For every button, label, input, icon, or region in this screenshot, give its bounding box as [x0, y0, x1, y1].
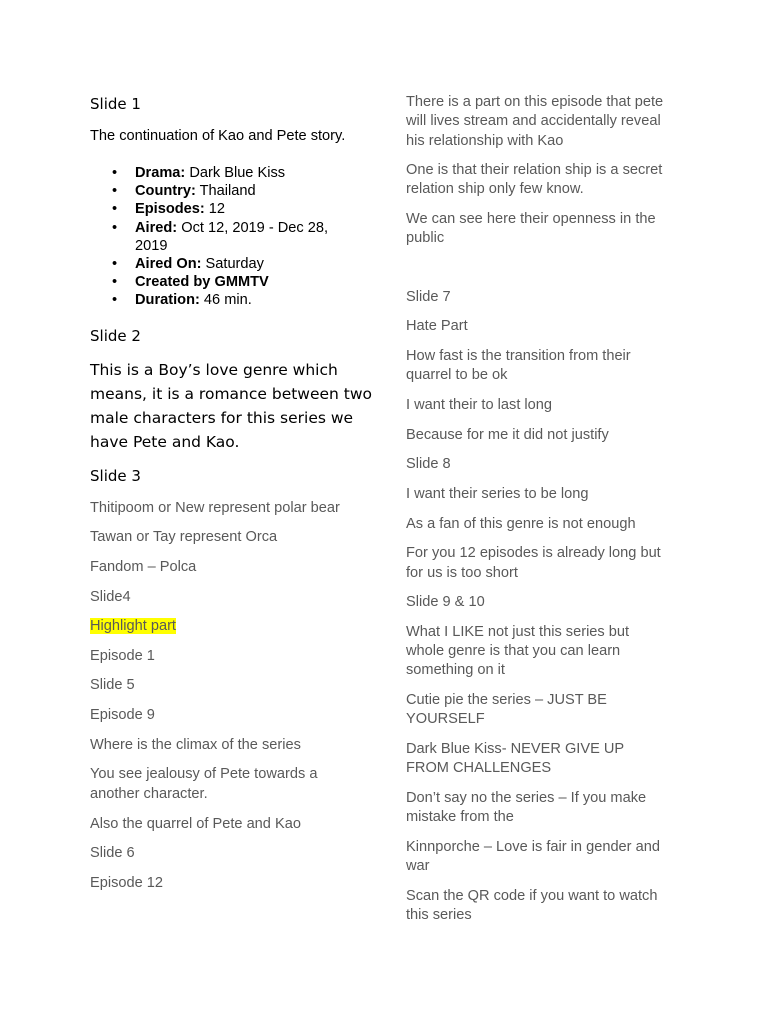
paragraph-line: Scan the QR code if you want to watch [406, 888, 658, 904]
paragraph-line: There is a part on this episode that pete [406, 94, 664, 110]
list-item: • Episodes: 12 [90, 200, 328, 218]
paragraph-line: I want their series to be long [406, 486, 589, 502]
paragraph-line: Dark Blue Kiss- NEVER GIVE UP [406, 741, 625, 757]
paragraph-line: quarrel to be ok [406, 367, 508, 383]
paragraph-line: Don’t say no the series – If you make [406, 790, 647, 806]
highlighted-text: Highlight part [90, 618, 176, 634]
list-item: • Drama: Dark Blue Kiss [90, 164, 328, 182]
paragraph-line: public [406, 230, 445, 246]
paragraph-line: mistake from the [406, 809, 514, 825]
paragraph-line: As a fan of this genre is not enough [406, 516, 636, 532]
paragraph-line: war [406, 858, 430, 874]
paragraph-line: Slide 7 [406, 289, 451, 305]
paragraph-line: means, it is a romance between two [90, 385, 373, 403]
paragraph-line: Episode 12 [90, 875, 164, 891]
paragraph-line: Kinnporche – Love is fair in gender and [406, 839, 660, 855]
paragraph-line: Also the quarrel of Pete and Kao [90, 816, 301, 832]
paragraph-line: will lives stream and accidentally reveal [406, 113, 661, 129]
paragraph-line: male characters for this series we [90, 409, 354, 427]
paragraph-line: Slide 5 [90, 677, 135, 693]
drama-facts-list [90, 164, 328, 310]
slide-heading: Slide 3 [90, 467, 141, 485]
paragraph-line: for us is too short [406, 565, 518, 581]
list-item: • Aired On: Saturday [90, 255, 328, 273]
list-item: • Created by GMMTV [90, 273, 328, 291]
paragraph-line: this series [406, 907, 472, 923]
paragraph-line: This is a Boy’s love genre which [90, 361, 338, 379]
list-item: • Duration: 46 min. [90, 291, 328, 309]
paragraph-line: FROM CHALLENGES [406, 760, 552, 776]
paragraph-line: Slide 8 [406, 456, 451, 472]
paragraph-line: One is that their relation ship is a secret [406, 162, 663, 178]
paragraph-line: You see jealousy of Pete towards a [90, 766, 318, 782]
paragraph-line: I want their to last long [406, 397, 553, 413]
paragraph-line: Because for me it did not justify [406, 427, 609, 443]
paragraph-line: whole genre is that you can learn [406, 643, 621, 659]
paragraph-line: YOURSELF [406, 711, 485, 727]
paragraph-line: another character. [90, 786, 208, 802]
paragraph-line: Fandom – Polca [90, 559, 197, 575]
paragraph-line: We can see here their openness in the [406, 211, 656, 227]
paragraph-line: Slide 9 & 10 [406, 594, 485, 610]
paragraph-line: Tawan or Tay represent Orca [90, 529, 278, 545]
paragraph-line: his relationship with Kao [406, 133, 564, 149]
paragraph-line: Episode 1 [90, 648, 155, 664]
paragraph-line: Slide 6 [90, 845, 135, 861]
paragraph-line: Episode 9 [90, 707, 155, 723]
paragraph-line: something on it [406, 662, 505, 678]
paragraph-line: How fast is the transition from their [406, 348, 631, 364]
list-item: • Aired: Oct 12, 2019 - Dec 28, [90, 219, 328, 237]
slide-heading: Slide 2 [90, 327, 141, 345]
intro-text: The continuation of Kao and Pete story. [90, 128, 346, 144]
paragraph-line: What I LIKE not just this series but [406, 624, 630, 640]
paragraph-line: relation ship only few know. [406, 181, 584, 197]
paragraph-line: Hate Part [406, 318, 468, 334]
paragraph-line: Cutie pie the series – JUST BE [406, 692, 607, 708]
slide-heading: Slide 1 [90, 95, 141, 113]
paragraph-line: Where is the climax of the series [90, 737, 301, 753]
list-item-continuation: 2019 [135, 237, 168, 254]
paragraph-line: have Pete and Kao. [90, 433, 240, 451]
paragraph-line: Slide4 [90, 589, 131, 605]
paragraph-line: For you 12 episodes is already long but [406, 545, 661, 561]
paragraph-line: Thitipoom or New represent polar bear [90, 500, 340, 516]
list-item: • Country: Thailand [90, 182, 328, 200]
